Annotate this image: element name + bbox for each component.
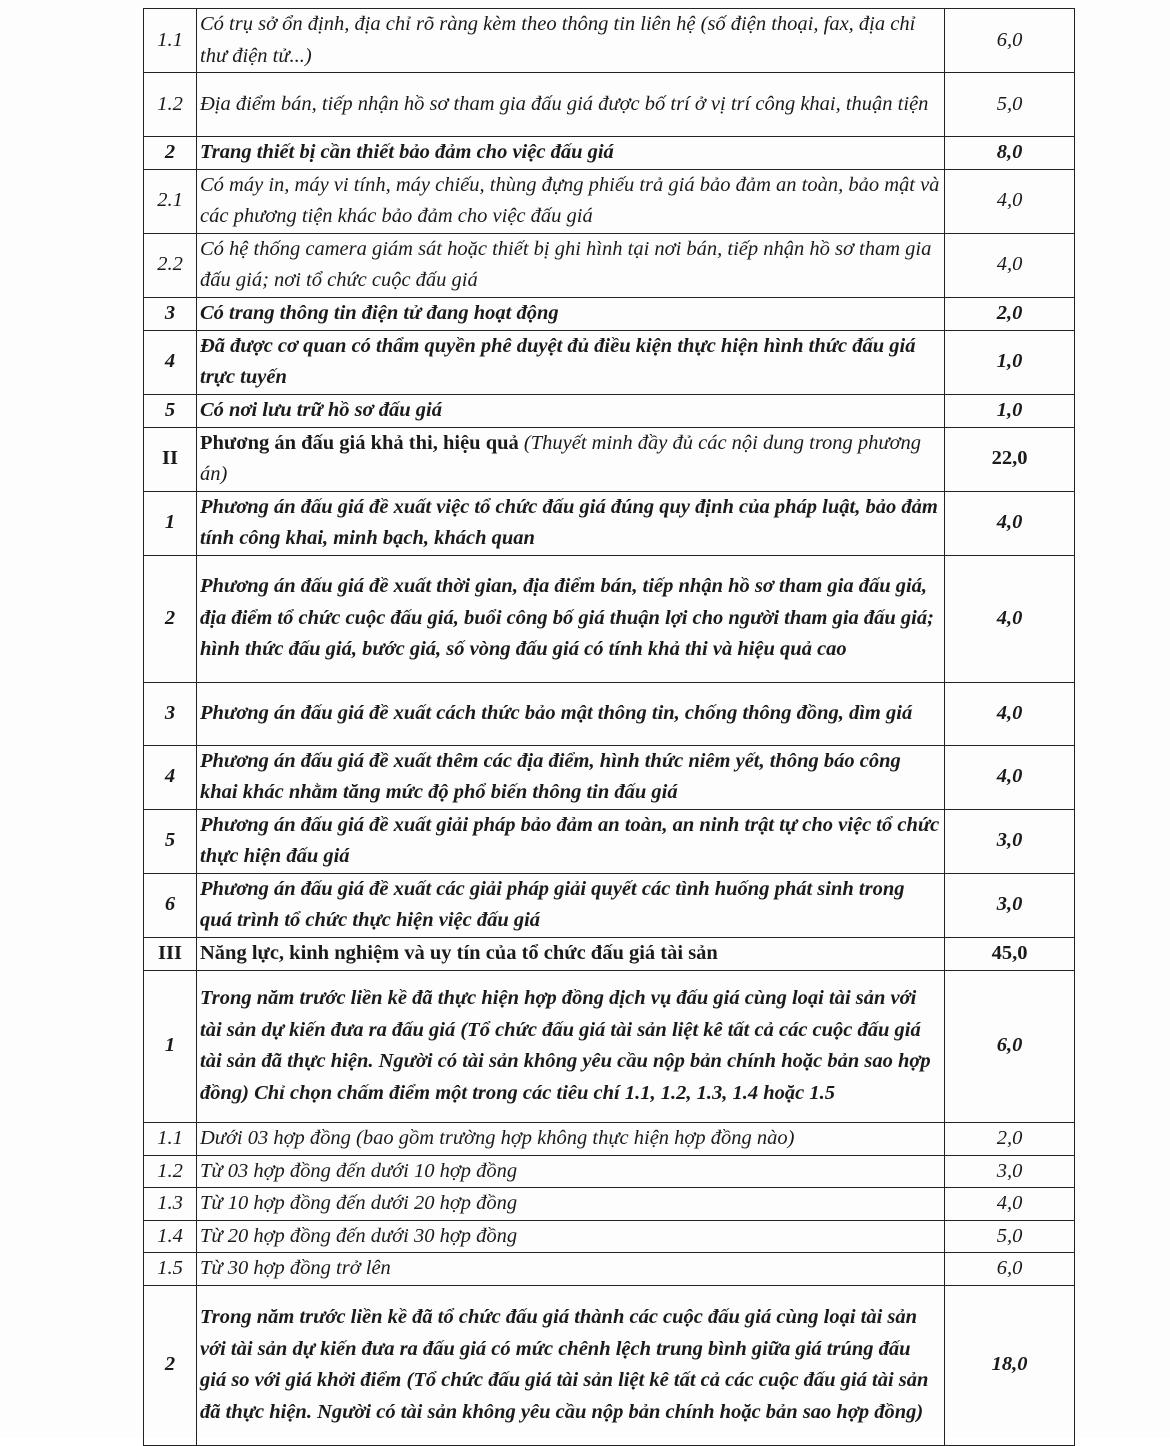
scoring-table — [143, 8, 1075, 1446]
criterion-points: 6,0 — [945, 970, 1075, 1122]
criterion-points: 6,0 — [945, 1253, 1075, 1286]
criterion-description — [197, 427, 945, 491]
criterion-description — [197, 1155, 945, 1188]
criterion-points: 4,0 — [945, 1188, 1075, 1221]
criterion-number: 1 — [144, 970, 197, 1122]
criterion-text: Phương án đấu giá đề xuất thêm các địa điểm, hình thức niêm yết, thông báo công khai khác nhằm tăng mức độ phổ biến thông tin đấu giá — [200, 749, 901, 803]
criterion-description — [197, 1253, 945, 1286]
criterion-text: Năng lực, kinh nghiệm và uy tín của tổ chức đấu giá tài sản — [200, 941, 718, 964]
table-row — [144, 873, 1075, 937]
table-row — [144, 1253, 1075, 1286]
criterion-points: 4,0 — [945, 233, 1075, 297]
criterion-number: III — [144, 937, 197, 970]
criterion-points: 1,0 — [945, 330, 1075, 394]
criterion-points: 8,0 — [945, 137, 1075, 170]
criterion-number: 2 — [144, 1285, 197, 1445]
criterion-description — [197, 682, 945, 745]
criterion-points: 22,0 — [945, 427, 1075, 491]
criterion-text: Địa điểm bán, tiếp nhận hồ sơ tham gia đấu giá được bố trí ở vị trí công khai, thuận tiện — [200, 92, 929, 115]
table-row — [144, 555, 1075, 682]
criterion-number: II — [144, 427, 197, 491]
criterion-points: 4,0 — [945, 555, 1075, 682]
criterion-points: 4,0 — [945, 745, 1075, 809]
table-row — [144, 809, 1075, 873]
criterion-description — [197, 233, 945, 297]
criterion-text: Có nơi lưu trữ hồ sơ đấu giá — [200, 398, 442, 421]
criterion-number: 2 — [144, 137, 197, 170]
table-row — [144, 970, 1075, 1122]
criterion-text: Phương án đấu giá đề xuất việc tổ chức đấu giá đúng quy định của pháp luật, bảo đảm tính công khai, minh bạch, khách quan — [200, 495, 938, 549]
criterion-points: 4,0 — [945, 491, 1075, 555]
criterion-description — [197, 491, 945, 555]
criterion-description — [197, 873, 945, 937]
criterion-points: 45,0 — [945, 937, 1075, 970]
table-row — [144, 1285, 1075, 1445]
criterion-text: Phương án đấu giá đề xuất giải pháp bảo đảm an toàn, an ninh trật tự cho việc tổ chức thực hiện đấu giá — [200, 813, 940, 867]
criterion-number: 5 — [144, 809, 197, 873]
criterion-description — [197, 73, 945, 137]
criterion-points: 5,0 — [945, 73, 1075, 137]
criterion-description — [197, 137, 945, 170]
table-row — [144, 394, 1075, 427]
scoring-table-body — [144, 9, 1075, 1446]
criterion-text: Phương án đấu giá đề xuất các giải pháp giải quyết các tình huống phát sinh trong quá trình tổ chức thực hiện việc đấu giá — [200, 877, 905, 931]
criterion-description — [197, 970, 945, 1122]
criterion-number: 3 — [144, 682, 197, 745]
criterion-number: 1.1 — [144, 9, 197, 73]
criterion-number: 1.3 — [144, 1188, 197, 1221]
criterion-text: Từ 20 hợp đồng đến dưới 30 hợp đồng — [200, 1224, 518, 1247]
criterion-description — [197, 1188, 945, 1221]
criterion-number: 5 — [144, 394, 197, 427]
criterion-number: 1.2 — [144, 73, 197, 137]
criterion-text: Dưới 03 hợp đồng (bao gồm trường hợp không thực hiện hợp đồng nào) — [200, 1126, 795, 1149]
criterion-points: 2,0 — [945, 297, 1075, 330]
criterion-points: 2,0 — [945, 1122, 1075, 1155]
criterion-points: 6,0 — [945, 9, 1075, 73]
table-row — [144, 297, 1075, 330]
criterion-number: 1.1 — [144, 1122, 197, 1155]
table-row — [144, 1188, 1075, 1221]
criterion-description — [197, 297, 945, 330]
table-row — [144, 73, 1075, 137]
table-row — [144, 1155, 1075, 1188]
criterion-points: 3,0 — [945, 873, 1075, 937]
table-row — [144, 937, 1075, 970]
criterion-description — [197, 745, 945, 809]
criterion-points: 3,0 — [945, 1155, 1075, 1188]
criterion-points: 4,0 — [945, 169, 1075, 233]
criterion-description — [197, 1122, 945, 1155]
criterion-number: 1.5 — [144, 1253, 197, 1286]
criterion-number: 1.2 — [144, 1155, 197, 1188]
criterion-description — [197, 937, 945, 970]
criterion-text: Có trang thông tin điện tử đang hoạt động — [200, 301, 559, 324]
criterion-description — [197, 1220, 945, 1253]
criterion-points: 3,0 — [945, 809, 1075, 873]
criterion-text: Trong năm trước liền kề đã tổ chức đấu giá thành các cuộc đấu giá cùng loại tài sản với tài sản dự kiến đưa ra đấu giá có mức chênh lệch trung bình giữa giá trúng đấu giá so với giá khởi điểm (Tổ chức đấu giá tài sản liệt kê tất cả các cuộc đấu giá tài sản đã thực hiện. Người có tài sản không yêu cầu nộp bản chính hoặc bản sao hợp đồng) — [200, 1306, 929, 1423]
table-row — [144, 1220, 1075, 1253]
criterion-note: (Thuyết minh đầy đủ các nội dung trong phương án) — [200, 431, 922, 485]
criterion-description — [197, 330, 945, 394]
table-row — [144, 330, 1075, 394]
criterion-text: Phương án đấu giá đề xuất cách thức bảo mật thông tin, chống thông đồng, dìm giá — [200, 701, 913, 724]
criterion-text: Từ 10 hợp đồng đến dưới 20 hợp đồng — [200, 1192, 518, 1214]
table-row — [144, 682, 1075, 745]
table-row — [144, 9, 1075, 73]
criterion-description — [197, 169, 945, 233]
table-row — [144, 427, 1075, 491]
criterion-description — [197, 555, 945, 682]
criterion-number: 1.4 — [144, 1220, 197, 1253]
criterion-number: 2.1 — [144, 169, 197, 233]
criterion-text: Từ 30 hợp đồng trở lên — [200, 1257, 391, 1279]
criterion-description — [197, 9, 945, 73]
criterion-description — [197, 809, 945, 873]
criterion-text: Trang thiết bị cần thiết bảo đảm cho việc đấu giá — [200, 141, 614, 163]
criterion-number: 4 — [144, 330, 197, 394]
criterion-text: Phương án đấu giá khả thi, hiệu quả — [200, 431, 524, 454]
table-row — [144, 169, 1075, 233]
table-row — [144, 491, 1075, 555]
criterion-number: 4 — [144, 745, 197, 809]
criterion-number: 6 — [144, 873, 197, 937]
criterion-description — [197, 394, 945, 427]
criterion-number: 1 — [144, 491, 197, 555]
table-row — [144, 233, 1075, 297]
criterion-number: 2.2 — [144, 233, 197, 297]
criterion-text: Trong năm trước liền kề đã thực hiện hợp đồng dịch vụ đấu giá cùng loại tài sản với tài sản dự kiến đưa ra đấu giá (Tổ chức đấu giá tài sản liệt kê tất cả các cuộc đấu giá tài sản đã thực hiện. Người có tài sản không yêu cầu nộp bản chính hoặc bản sao hợp đồng) Chỉ chọn chấm điểm một trong các tiêu chí 1.1, 1.2, 1.3, 1.4 hoặc 1.5 — [200, 987, 931, 1104]
criterion-number: 3 — [144, 297, 197, 330]
table-row — [144, 745, 1075, 809]
criterion-points: 1,0 — [945, 394, 1075, 427]
criterion-text: Có máy in, máy vi tính, máy chiếu, thùng đựng phiếu trả giá bảo đảm an toàn, bảo mật và các phương tiện khác bảo đảm cho việc đấu giá — [200, 173, 940, 227]
criterion-text: Từ 03 hợp đồng đến dưới 10 hợp đồng — [200, 1159, 518, 1182]
criterion-points: 4,0 — [945, 682, 1075, 745]
criterion-text: Đã được cơ quan có thẩm quyền phê duyệt đủ điều kiện thực hiện hình thức đấu giá trực tuyến — [200, 334, 916, 388]
criterion-points: 5,0 — [945, 1220, 1075, 1253]
table-row — [144, 1122, 1075, 1155]
table-row — [144, 137, 1075, 170]
criterion-text: Phương án đấu giá đề xuất thời gian, địa điểm bán, tiếp nhận hồ sơ tham gia đấu giá, địa điểm tổ chức cuộc đấu giá, buổi công bố giá thuận lợi cho người tham gia đấu giá; hình thức đấu giá, bước giá, số vòng đấu giá có tính khả thi và hiệu quả cao — [200, 575, 934, 661]
criterion-text: Có trụ sở ổn định, địa chỉ rõ ràng kèm theo thông tin liên hệ (số điện thoại, fax, địa chỉ thư điện tử...) — [200, 13, 916, 67]
criterion-description — [197, 1285, 945, 1445]
criterion-text: Có hệ thống camera giám sát hoặc thiết bị ghi hình tại nơi bán, tiếp nhận hồ sơ tham gia đấu giá; nơi tổ chức cuộc đấu giá — [200, 237, 932, 291]
criterion-number: 2 — [144, 555, 197, 682]
criterion-points: 18,0 — [945, 1285, 1075, 1445]
